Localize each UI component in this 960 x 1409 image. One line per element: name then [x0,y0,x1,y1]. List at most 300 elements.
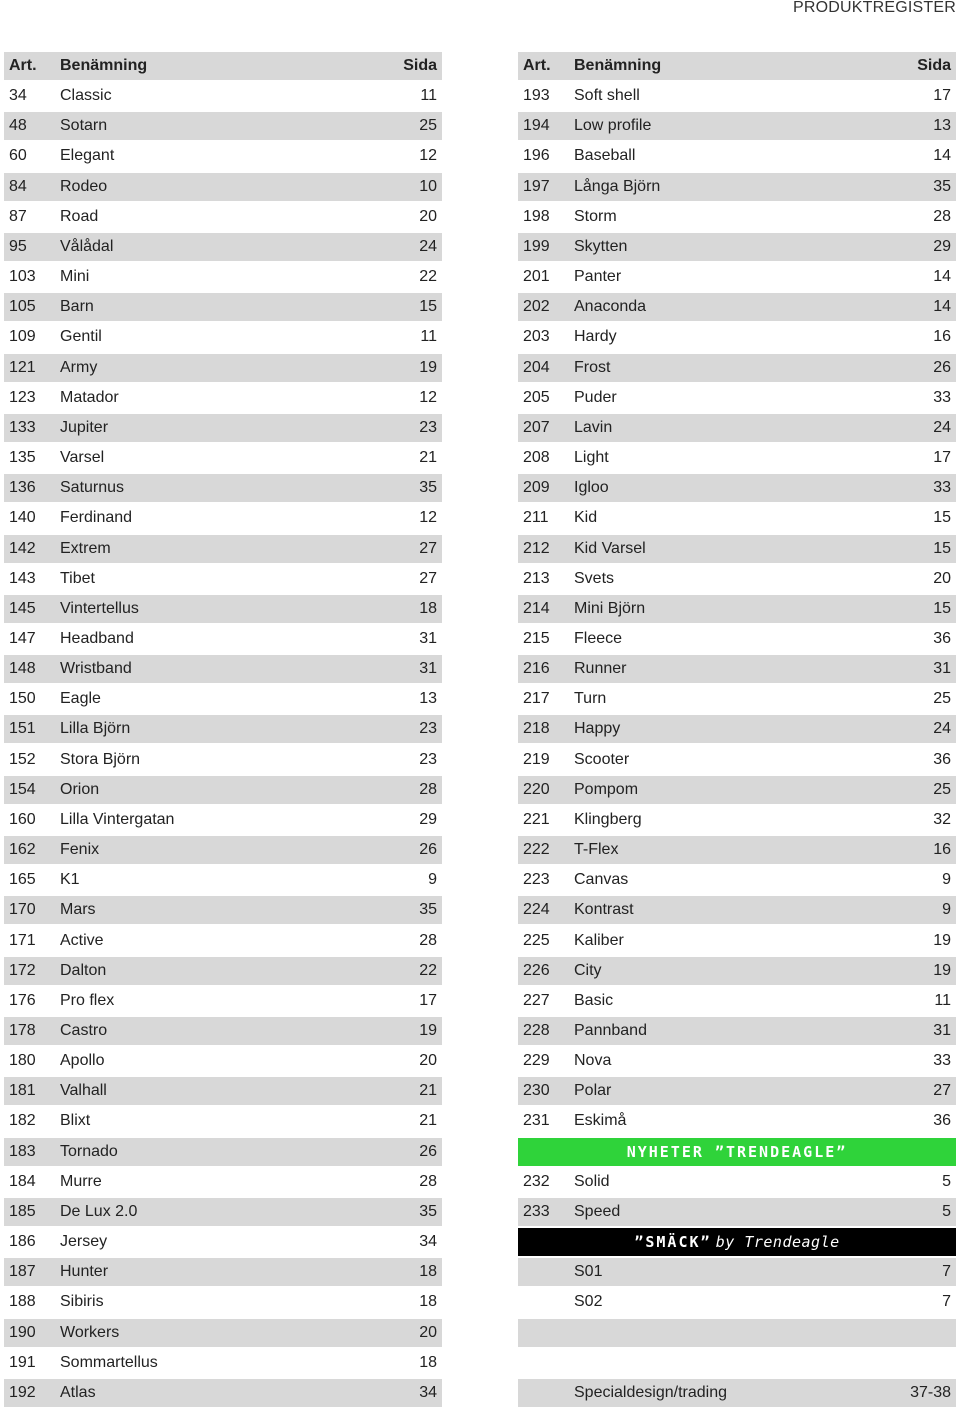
page-number: 17 [419,991,437,1009]
product-name: Gentil [60,328,102,346]
art-number: 224 [523,901,550,919]
art-number: 203 [523,328,550,346]
product-name: City [574,961,602,979]
page-number: 18 [419,1353,437,1371]
register-row [4,625,442,653]
register-row [518,1258,956,1286]
product-name: Tibet [60,569,95,587]
page-number: 20 [419,1323,437,1341]
art-number: 222 [523,841,550,859]
product-name: Anaconda [574,298,647,316]
empty-row [518,1349,956,1377]
product-name: Panter [574,268,622,286]
product-name: Mini [60,268,90,286]
register-row [518,806,956,834]
page-number: 13 [419,690,437,708]
product-name: Orion [60,780,100,798]
register-row [518,504,956,532]
page-number: 22 [419,268,437,286]
page-number: 24 [933,720,951,738]
product-name: Classic [60,87,112,105]
product-name: Pro flex [60,991,115,1009]
page-number: 27 [419,539,437,557]
page-number: 17 [933,449,951,467]
product-name: K1 [60,871,80,889]
page-number: 35 [419,479,437,497]
register-row [518,836,956,864]
register-row [4,1107,442,1135]
right-column-header [518,52,956,80]
product-name: Tornado [60,1142,118,1160]
art-number: 145 [9,599,36,617]
register-row [518,896,956,924]
art-number: 197 [523,177,550,195]
page-number: 37-38 [910,1383,951,1401]
page-number: 29 [933,237,951,255]
register-row [4,1077,442,1105]
art-number: 34 [9,87,27,105]
product-name: Valhall [60,1082,107,1100]
page-number: 19 [933,931,951,949]
register-row [4,685,442,713]
art-number: 220 [523,780,550,798]
empty-row [518,1319,956,1347]
page-number: 15 [419,298,437,316]
product-name: Lavin [574,418,613,436]
product-name: Army [60,358,98,376]
art-number: 154 [9,780,36,798]
page-number: 15 [933,509,951,527]
right-register-column [518,52,956,1409]
register-row [518,82,956,110]
page-number: 14 [933,298,951,316]
art-number: 227 [523,991,550,1009]
page-number: 19 [419,1022,437,1039]
page-number: 26 [419,1142,437,1160]
art-number: 152 [9,750,36,768]
page-number: 11 [934,991,951,1009]
art-number: 188 [9,1293,36,1311]
register-row [4,504,442,532]
art-number: 212 [523,539,550,557]
art-number: 142 [9,539,36,557]
page-number: 36 [933,750,951,768]
product-name: Scooter [574,750,630,768]
art-number: 147 [9,629,36,647]
page-number: 28 [419,1172,437,1190]
art-number: 191 [9,1353,36,1371]
product-name: Storm [574,207,617,225]
art-number: 193 [523,87,550,105]
product-name: Matador [60,388,119,406]
register-row [518,565,956,593]
register-row [518,1077,956,1105]
art-number: 205 [523,388,550,406]
product-name: Turn [574,690,607,708]
register-row [4,1228,442,1256]
page-number: 21 [419,1112,437,1130]
register-row [518,474,956,502]
page-number: 31 [933,1022,951,1039]
register-row [4,1288,442,1316]
art-number: 180 [9,1052,36,1070]
register-row [4,474,442,502]
page-number: 5 [942,1202,951,1220]
art-number: 133 [9,418,36,436]
register-row [518,927,956,955]
page-number: 20 [419,207,437,225]
register-row [4,866,442,894]
banner-smack-byline: by Trendeagle [715,1233,840,1252]
art-number: 84 [9,177,27,195]
special-design-row [518,1379,956,1407]
product-name: Basic [574,991,614,1009]
page-number: 14 [933,147,951,165]
art-number: 136 [9,479,36,497]
banner-smack-title: ”SMÄCK” [634,1233,712,1252]
art-number: 182 [9,1112,36,1130]
register-row [4,173,442,201]
product-name: Speed [574,1202,621,1220]
register-row [4,323,442,351]
register-row [518,595,956,623]
register-row [518,293,956,321]
art-number: 184 [9,1172,36,1190]
register-row [518,263,956,291]
page-number: 18 [419,599,437,617]
register-row [4,957,442,985]
page-number: 33 [933,479,951,497]
product-name: Low profile [574,117,652,135]
product-name: Barn [60,298,94,316]
art-number: 185 [9,1202,36,1220]
product-name: Road [60,207,99,225]
art-number: 165 [9,871,36,889]
page-number: 33 [933,388,951,406]
product-name: Kid Varsel [574,539,646,557]
page-number: 35 [419,901,437,919]
page-number: 15 [933,539,951,557]
register-row [518,384,956,412]
art-number: 183 [9,1142,36,1160]
product-name: Active [60,931,104,949]
art-number: 204 [523,358,550,376]
art-number: 162 [9,841,36,859]
register-row [518,776,956,804]
product-name: Canvas [574,871,629,889]
art-number: 209 [523,479,550,497]
register-row [518,866,956,894]
art-number: 198 [523,207,550,225]
art-number: 143 [9,569,36,587]
product-name: Skytten [574,237,628,255]
register-row [4,565,442,593]
register-row [518,535,956,563]
register-row [518,1107,956,1135]
page-number: 34 [419,1233,437,1251]
page-number: 16 [933,328,951,346]
page-number: 9 [428,871,437,889]
art-number: 171 [9,931,36,949]
register-row [518,685,956,713]
art-number: 192 [9,1383,36,1401]
page-number: 25 [933,780,951,798]
art-number: 172 [9,961,36,979]
page-number: 34 [419,1383,437,1401]
page-number: 28 [419,931,437,949]
page-number: 20 [419,1052,437,1070]
product-name: Baseball [574,147,636,165]
product-name: Blixt [60,1112,91,1130]
product-name: Långa Björn [574,177,661,195]
page-number: 23 [419,750,437,768]
register-row [518,112,956,140]
register-row [518,354,956,382]
name-header: Benämning [574,57,662,74]
product-name: Saturnus [60,479,125,497]
section-banner-smack [518,1228,956,1256]
product-name: Runner [574,660,627,678]
page-number: 36 [933,1112,951,1130]
left-column-header [4,52,442,80]
product-name: Headband [60,629,134,647]
register-row [4,1168,442,1196]
art-number: 214 [523,599,550,617]
product-name: De Lux 2.0 [60,1202,138,1220]
product-name: Ferdinand [60,509,133,527]
product-name: Jupiter [60,418,109,436]
art-number: 221 [523,810,550,828]
register-row [4,715,442,743]
register-row [4,776,442,804]
product-name: S02 [574,1293,603,1311]
art-number: 215 [523,629,550,647]
product-name: Workers [60,1323,120,1341]
register-row [518,1168,956,1196]
art-number: 181 [9,1082,36,1100]
art-number: 229 [523,1052,550,1070]
register-row [4,142,442,170]
product-name: Sotarn [60,117,108,135]
product-name: Specialdesign/trading [574,1383,727,1401]
art-number: 226 [523,961,550,979]
page-number: 27 [419,569,437,587]
product-name: Kid [574,509,598,527]
register-row [4,836,442,864]
register-row [4,1319,442,1347]
art-number: 187 [9,1263,36,1281]
product-name: Polar [574,1082,612,1100]
register-row [518,715,956,743]
page-number: 14 [933,268,951,286]
page-number: 18 [419,1293,437,1311]
page-number: 19 [419,358,437,376]
page-number: 12 [419,147,437,165]
page-number: 26 [933,358,951,376]
register-row [4,927,442,955]
product-name: Vintertellus [60,599,139,617]
register-row [4,1258,442,1286]
product-name: Kaliber [574,931,624,949]
art-number: 231 [523,1112,550,1130]
product-name: Hardy [574,328,617,346]
name-header: Benämning [60,57,148,74]
art-header: Art. [523,57,551,74]
product-name: Svets [574,569,615,587]
art-number: 202 [523,298,550,316]
page-header-cell: Sida [917,57,951,74]
product-name: S01 [574,1263,603,1281]
register-row [518,1017,956,1045]
register-row [518,746,956,774]
product-name: Vålådal [60,237,114,255]
art-number: 216 [523,660,550,678]
page-number: 21 [419,449,437,467]
product-name: Fleece [574,629,623,647]
art-number: 223 [523,871,550,889]
register-row [4,263,442,291]
page-number: 32 [933,810,951,828]
page-header: PRODUKTREGISTER [792,0,956,16]
product-name: Nova [574,1052,612,1070]
page-number: 33 [933,1052,951,1070]
register-row [4,746,442,774]
register-row [518,1047,956,1075]
art-number: 135 [9,449,36,467]
page-number: 28 [933,207,951,225]
product-name: Igloo [574,479,609,497]
page-number: 24 [419,237,437,255]
register-row [4,354,442,382]
art-number: 213 [523,569,550,587]
art-number: 219 [523,750,550,768]
register-row [518,444,956,472]
page-number: 11 [420,328,437,346]
art-number: 232 [523,1172,550,1190]
product-name: Hunter [60,1263,109,1281]
art-number: 228 [523,1022,550,1039]
page-number: 24 [933,418,951,436]
page-number: 31 [419,629,437,647]
art-number: 199 [523,237,550,255]
product-name: Atlas [60,1383,96,1401]
page-number: 7 [942,1263,951,1281]
art-header: Art. [9,57,37,74]
register-row [4,414,442,442]
product-name: Pannband [574,1022,647,1039]
art-number: 170 [9,901,36,919]
art-number: 109 [9,328,36,346]
product-name: Lilla Vintergatan [60,810,175,828]
product-name: Lilla Björn [60,720,131,738]
product-name: Eskimå [574,1112,627,1130]
section-banner-trendeagle: NYHETER ”TRENDEAGLE” [518,1138,956,1166]
product-name: Happy [574,720,621,738]
art-number: 95 [9,237,27,255]
product-name: Jersey [60,1233,108,1251]
page-number: 13 [933,117,951,135]
page-number: 35 [933,177,951,195]
register-row [518,987,956,1015]
register-row [4,655,442,683]
art-number: 218 [523,720,550,738]
product-name: Dalton [60,961,107,979]
product-name: Frost [574,358,611,376]
art-number: 103 [9,268,36,286]
register-row [518,625,956,653]
register-row [4,1138,442,1166]
product-name: Elegant [60,147,115,165]
art-number: 217 [523,690,550,708]
register-row [4,293,442,321]
page-number: 31 [419,660,437,678]
register-row [518,957,956,985]
art-number: 225 [523,931,550,949]
register-row [4,112,442,140]
register-row [4,595,442,623]
art-number: 233 [523,1202,550,1220]
register-row [4,987,442,1015]
page-number: 18 [419,1263,437,1281]
register-row [4,535,442,563]
page-number: 16 [933,841,951,859]
page-number: 19 [933,961,951,979]
art-number: 160 [9,810,36,828]
register-row [4,384,442,412]
product-name: Castro [60,1022,108,1039]
page-number: 31 [933,660,951,678]
register-row [518,414,956,442]
page-number: 25 [419,117,437,135]
register-row [4,203,442,231]
register-row [4,1017,442,1045]
art-number: 48 [9,117,27,135]
register-row [518,173,956,201]
register-row [518,142,956,170]
register-row [518,233,956,261]
art-number: 194 [523,117,550,135]
product-name: Eagle [60,690,101,708]
art-number: 105 [9,298,36,316]
page-number: 15 [933,599,951,617]
art-number: 190 [9,1323,36,1341]
page-number: 23 [419,720,437,738]
page-number: 9 [942,871,951,889]
page-number: 10 [419,177,437,195]
art-number: 207 [523,418,550,436]
art-number: 148 [9,660,36,678]
product-name: Extrem [60,539,111,557]
art-number: 201 [523,268,550,286]
art-number: 87 [9,207,27,225]
register-row [518,323,956,351]
page-number: 28 [419,780,437,798]
page-number: 23 [419,418,437,436]
register-row [518,1198,956,1226]
register-row [518,1288,956,1316]
page-number: 22 [419,961,437,979]
art-number: 208 [523,449,550,467]
art-number: 230 [523,1082,550,1100]
register-row [4,1198,442,1226]
product-name: Rodeo [60,177,108,195]
register-row [4,444,442,472]
register-row [4,1379,442,1407]
art-number: 178 [9,1022,36,1039]
product-name: Fenix [60,841,100,859]
art-number: 150 [9,690,36,708]
art-number: 186 [9,1233,36,1251]
